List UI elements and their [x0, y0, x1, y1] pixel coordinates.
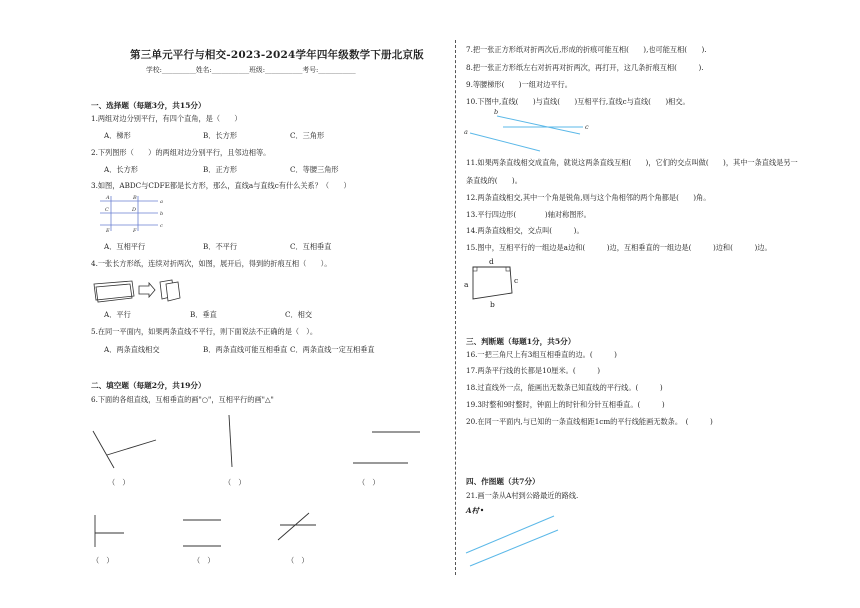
section-4-title: 四、作图题（共7分）: [466, 477, 540, 486]
label-b: b: [160, 211, 164, 217]
label-D: D: [132, 207, 137, 213]
q2-option-a: A．长方形: [104, 165, 138, 174]
q6-blank-1[interactable]: （ ）: [108, 478, 130, 487]
q3-option-a: A．互相平行: [104, 242, 146, 251]
question-18: 18.过直线外一点，能画出无数条已知直线的平行线。( ): [466, 383, 663, 392]
question-16: 16.一把三角尺上有3组互相垂直的边。( ): [466, 350, 617, 359]
village-a-dot: [481, 509, 483, 511]
question-13: 13.平行四边形( )轴对称图形。: [466, 210, 591, 219]
question-12: 12.两条直线相交,其中一个角是锐角,则与这个角相邻的两个角都是( )角。: [466, 193, 711, 202]
label-a: a: [160, 199, 163, 205]
question-21: 21.画一条从A村到公路最近的路线.: [466, 491, 579, 500]
label-F: F: [133, 228, 137, 234]
label-E: E: [106, 228, 110, 234]
question-11-line1: 11.如果两条直线相交成直角，就说这两条直线互相( )，它们的交点叫做( )，其中一条直线是另一: [466, 158, 798, 167]
q15-label-d: d: [489, 257, 494, 266]
question-9: 9.等腰梯形( )一组对边平行。: [466, 80, 572, 89]
q10-label-c: c: [585, 123, 589, 131]
q10-label-b: b: [494, 108, 499, 116]
q6-blank-5[interactable]: （ ）: [193, 556, 215, 565]
q5-option-b: B．两条直线可能互相垂直: [203, 345, 288, 354]
q4-option-c: C．相交: [285, 310, 313, 319]
q1-option-b: B．长方形: [203, 131, 238, 140]
q6-blank-2[interactable]: （ ）: [224, 478, 246, 487]
question-10: 10.下图中,直线( )与直线( )互相平行,直线c与直线( )相交。: [466, 97, 690, 106]
q4-option-a: A．平行: [104, 310, 131, 319]
label-c: c: [160, 223, 163, 229]
question-15: 15.图中，互相平行的一组边是a边和( )边，互相垂直的一组边是( )边和( )边。: [466, 243, 772, 252]
q2-option-b: B．正方形: [203, 165, 238, 174]
label-C: C: [105, 207, 109, 213]
q3-option-c: C．互相垂直: [290, 242, 332, 251]
q15-label-b: b: [490, 300, 495, 309]
question-14: 14.两条直线相交，交点叫( )。: [466, 226, 584, 235]
question-8: 8.把一张正方形纸左右对折再对折两次，再打开，这几条折痕互相( ).: [466, 63, 704, 72]
q4-option-b: B．垂直: [190, 310, 217, 319]
question-17: 17.两条平行线的长都是10厘米。( ): [466, 366, 600, 375]
section-3-title: 三、判断题（每题1分，共5分）: [466, 337, 576, 346]
q1-option-c: C．三角形: [290, 131, 325, 140]
question-5: 5.在同一平面内，如果两条直线不平行，则下面说法不正确的是（ ）。: [91, 327, 318, 336]
q6-blank-3[interactable]: （ ）: [358, 478, 380, 487]
label-B: B: [133, 195, 137, 201]
q3-option-b: B．不平行: [203, 242, 238, 251]
info-line: 学校:__________姓名:___________班级:___________考号:___________: [146, 66, 356, 74]
question-2: 2.下列图形（ ）的两组对边分别平行，且邻边相等。: [91, 148, 271, 157]
label-A: A: [106, 195, 110, 201]
question-6: 6.下面的各组直线，互相垂直的画"○"，互相平行的画"△": [91, 395, 274, 404]
question-19: 19.3时整和9时整时，钟面上的时针和分针互相垂直。( ): [466, 400, 665, 409]
q1-option-a: A．梯形: [104, 131, 131, 140]
page-title: 第三单元平行与相交-2023-2024学年四年级数学下册北京版: [130, 49, 424, 61]
q6-blank-6[interactable]: （ ）: [287, 556, 309, 565]
q15-label-c: c: [514, 276, 519, 285]
q6-blank-4[interactable]: （ ）: [92, 556, 114, 565]
q5-option-c: C．两条直线一定互相垂直: [290, 345, 375, 354]
village-a-label: A村: [466, 506, 479, 515]
question-4: 4.一张长方形纸，连续对折两次，如图，展开后，得到的折痕互相（ ）。: [91, 259, 332, 268]
q15-label-a: a: [464, 280, 469, 289]
section-1-title: 一、选择题（每题3分，共15分）: [91, 101, 206, 110]
q10-label-a: a: [464, 128, 468, 136]
question-11-line2: 条直线的( )。: [466, 176, 522, 185]
q2-option-c: C．等腰三角形: [290, 165, 339, 174]
q5-option-a: A．两条直线相交: [104, 345, 160, 354]
question-3: 3.如图，ABDC与CDFE都是长方形，那么，直线a与直线c有什么关系？（ ）: [91, 181, 351, 190]
section-2-title: 二、填空题（每题2分，共19分）: [91, 381, 206, 390]
question-1: 1.两组对边分别平行，有四个直角，是（ ）: [91, 114, 242, 123]
question-20: 20.在同一平面内,与已知的一条直线相距1cm的平行线能画无数条。 ( ): [466, 417, 713, 426]
question-7: 7.把一张正方形纸对折两次后,形成的折痕可能互相( ),也可能互相( ).: [466, 45, 707, 54]
